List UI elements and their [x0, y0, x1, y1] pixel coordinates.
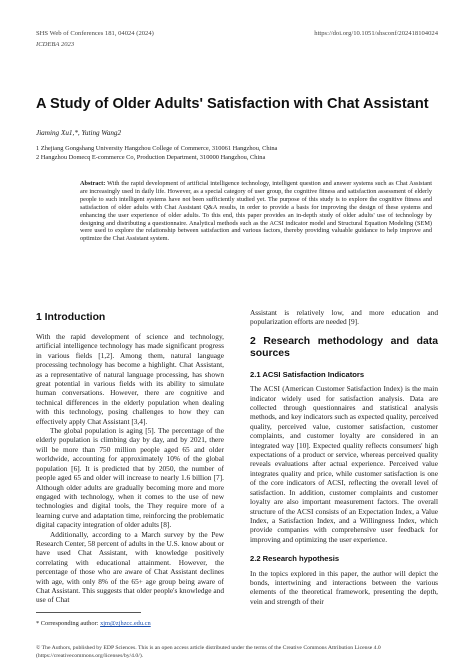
footnote-prefix: * Corresponding author: [36, 620, 101, 627]
paragraph: The global population is aging [5]. The percentage of the elderly population is climbing day by day, and by 2021, there will be more than 750 million people aged 65 and older worldwide, accounting for approximately 10% of the global population [6]. It is predicted that by 2050, the number of people aged 65 and older will increase to nearly 1.6 billion [7]. Although older adults are gradually becoming more and more engaged with technology, when it comes to the use of new technologies and digital tools, the They require more of a learning curve and adaptation time, reinforcing the problematic digital capacity integration of older adults [8]. [36, 426, 224, 530]
authors: Jiaming Xu1,*, Yuting Wang2 [36, 129, 122, 137]
abstract-label: Abstract: [80, 180, 106, 187]
section-heading-introduction: 1 Introduction [36, 312, 106, 323]
paragraph: In the topics explored in this paper, the author will depict the bonds, intertwining and interactions between the various elements of the theoretical framework, presenting the depth, vein and strength of their [250, 568, 438, 606]
conference-name: ICDEBA 2023 [36, 41, 75, 48]
paragraph: Additionally, according to a March survey by the Pew Research Center, 58 percent of adults in the U.S. know about or have used Chat Assistant, with knowledge positively correlating with educational attainment. However, the percentage of those who are aware of Chat Assistant declines with age, with only 8% of the 65+ age group being aware of Chat Assistant. This suggests that older people's knowledge and use of Chat [36, 529, 224, 605]
paper-title: A Study of Older Adults' Satisfaction with Chat Assistant [36, 96, 429, 112]
email-link[interactable]: xjm@zjhzcc.edu.cn [100, 620, 151, 627]
abstract [80, 180, 432, 243]
subsection-heading-acsi: 2.1 ACSI Satisfaction Indicators [250, 369, 365, 379]
left-column-body [36, 332, 224, 605]
right-column-body [250, 308, 438, 606]
affiliation-1: 1 Zhejiang Gongshang University Hangzhou College of Commerce, 310061 Hangzhou, China [36, 145, 278, 152]
journal-line: SHS Web of Conferences 181, 04024 (2024) [36, 30, 154, 37]
paragraph: With the rapid development of science and technology, artificial intelligence technology has made significant progress in various fields [1,2]. Among them, natural language processing technology has become a highlight. Chat Assistant, as a representative of natural language processing, has shown great potential in various fields with its ability to simulate human conversations. However, there are cognitive and technical differences in the elderly population when dealing with this technology, posing challenges to how they can effectively apply Chat Assistant [3,4]. [36, 332, 224, 426]
paragraph: The ACSI (American Customer Satisfaction Index) is the main indicator widely used for satisfaction analysis. Data are collected through questionnaires and statistical analysis methods, and key indicators such as expected quality, perceived quality, perceived value, customer satisfaction, customer complaints, and customer loyalty are considered in an integrated way [10]. Expected quality reflects consumers' high expectations of a product or service, whereas perceived quality reveals evaluations after actual experience. Perceived value integrates quality and price, while customer satisfaction is one of the core indicators of ACSI, reflecting the overall level of satisfaction. In addition, customer complaints and customer loyalty are also important measurement factors. The overall structure of the ACSI consists of an Expectation Index, a Value Index, a Satisfaction Index, and a Willingness Index, which provide companies with comprehensive user feedback for improving and optimizing the user experience. [250, 384, 438, 544]
doi-link[interactable]: https://doi.org/10.1051/shsconf/202418104024 [314, 30, 438, 37]
section-heading-methodology: 2 Research methodology and data sources [250, 335, 438, 360]
subsection-heading-hypothesis: 2.2 Research hypothesis [250, 554, 340, 564]
abstract-text: With the rapid development of artificial intelligence technology, intelligent question and answer systems such as Chat Assistant are increasingly used in daily life. However, as a special category of user group, the cognitive fitness and satisfaction assessment of elderly people to such intelligent systems have not been sufficiently studied yet. The purpose of this study is to explore the cognitive fitness and satisfaction of older adults with Chat Assistant Q&A results, in order to provide a basis for improving the design of these systems and enhancing the user experience of older adults. To this end, this paper provides an in-depth study of older adults' use of technology by designing and distributing a questionnaire. Analytical methods such as the ACSI indicator model and Structural Equation Modeling (SEM) were used to explore the relationship between satisfaction and various factors, thereby providing valuable guidance to help improve and optimize the Chat Assistant system. [80, 180, 432, 243]
license-notice: © The Authors, published by EDP Sciences. This is an open access article distributed under the terms of the Creative Commons Attribution License 4.0 (https://creativecommons.org/licenses/by/4.0/). [36, 645, 381, 659]
footnote [36, 620, 151, 627]
affiliation-2: 2 Hangzhou Domecq E-commerce Co, Production Department, 310000 Hangzhou, China [36, 154, 266, 161]
footnote-rule [36, 612, 141, 613]
paragraph-continuation: Assistant is relatively low, and more education and popularization efforts are needed [9]. [250, 308, 438, 327]
